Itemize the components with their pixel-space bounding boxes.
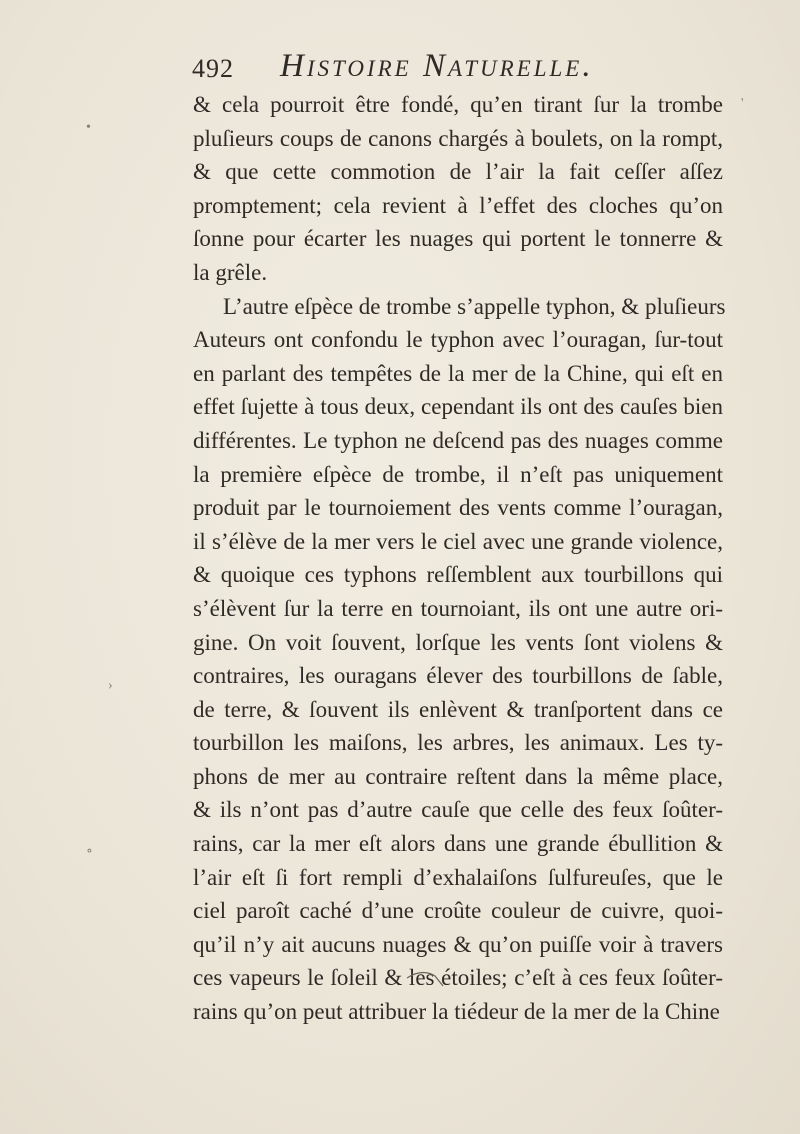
text-line: promptement; cela revient à l’effet des cloches qu’on xyxy=(193,192,723,218)
page-number: 492 xyxy=(192,54,234,83)
text-line: l’air eſt ſi fort rempli d’exhalaiſons ſulfureuſes, que le xyxy=(193,864,723,890)
text-line: & que cette commotion de l’air la fait ceſſer aſſez xyxy=(193,159,723,185)
text-line: effet ſujette à tous deux, cependant ils ont des cauſes bien xyxy=(193,394,723,420)
text-line: & quoique ces typhons reſſemblent aux tourbillons qui xyxy=(193,562,723,588)
text-line: rains qu’on peut attribuer la tiédeur de la mer de la Chine xyxy=(193,999,720,1025)
text-line: ces vapeurs le ſoleil & les étoiles; c’eſt à ces feux ſoûter- xyxy=(193,965,723,991)
text-line: la première eſpèce de trombe, il n’eſt pas uniquement xyxy=(193,461,723,487)
text-line: ſonne pour écarter les nuages qui portent le tonnerre & xyxy=(193,226,723,252)
text-line: la grêle. xyxy=(193,259,268,285)
ink-speck: › xyxy=(108,678,113,693)
text-line: gine. On voit ſouvent, lorſque les vents ſont violens & xyxy=(193,629,723,655)
text-line: produit par le tournoiement des vents comme l’ouragan, xyxy=(193,495,723,521)
ink-speck: • xyxy=(86,120,91,135)
text-line: il s’élève de la mer vers le ciel avec une grande violence, xyxy=(193,528,723,554)
text-line: & ils n’ont pas d’autre cauſe que celle des feux ſoûter- xyxy=(193,797,723,823)
text-line: pluſieurs coups de canons chargés à boulets, on la rompt, xyxy=(193,125,723,151)
text-line: de terre, & ſouvent ils enlèvent & tranſportent dans ce xyxy=(193,696,723,722)
ink-speck: ' xyxy=(741,96,744,111)
text-line: rains, car la mer eſt alors dans une grande ébullition & xyxy=(193,831,723,857)
text-line: contraires, les ouragans élever des tourbillons de ſable, xyxy=(193,663,723,689)
text-line: s’élèvent ſur la terre en tournoiant, ils ont une autre ori- xyxy=(193,595,723,621)
text-line: différentes. Le typhon ne deſcend pas des nuages comme xyxy=(193,427,723,453)
body-text xyxy=(193,88,726,1029)
paragraph-first-line: L’autre eſpèce de trombe s’appelle typhon, & pluſieurs xyxy=(223,293,726,319)
running-title: Histoire Naturelle. xyxy=(280,48,594,84)
text-line: & cela pourroit être fondé, qu’en tirant ſur la trombe xyxy=(193,92,723,117)
text-line: Auteurs ont confondu le typhon avec l’ouragan, ſur-tout xyxy=(193,327,723,353)
text-line: en parlant des tempêtes de la mer de la Chine, qui eſt en xyxy=(193,360,723,386)
text-line: phons de mer au contraire reſtent dans la même place, xyxy=(193,763,723,789)
text-line: tourbillon les maiſons, les arbres, les animaux. Les ty- xyxy=(193,730,723,756)
text-line: qu’il n’y ait aucuns nuages & qu’on puiſſe voir à travers xyxy=(193,931,723,957)
flourish-mark xyxy=(405,958,465,998)
ink-speck: ∘ xyxy=(86,844,93,859)
text-line: ciel paroît caché d’une croûte couleur de cuivre, quoi- xyxy=(193,898,723,924)
